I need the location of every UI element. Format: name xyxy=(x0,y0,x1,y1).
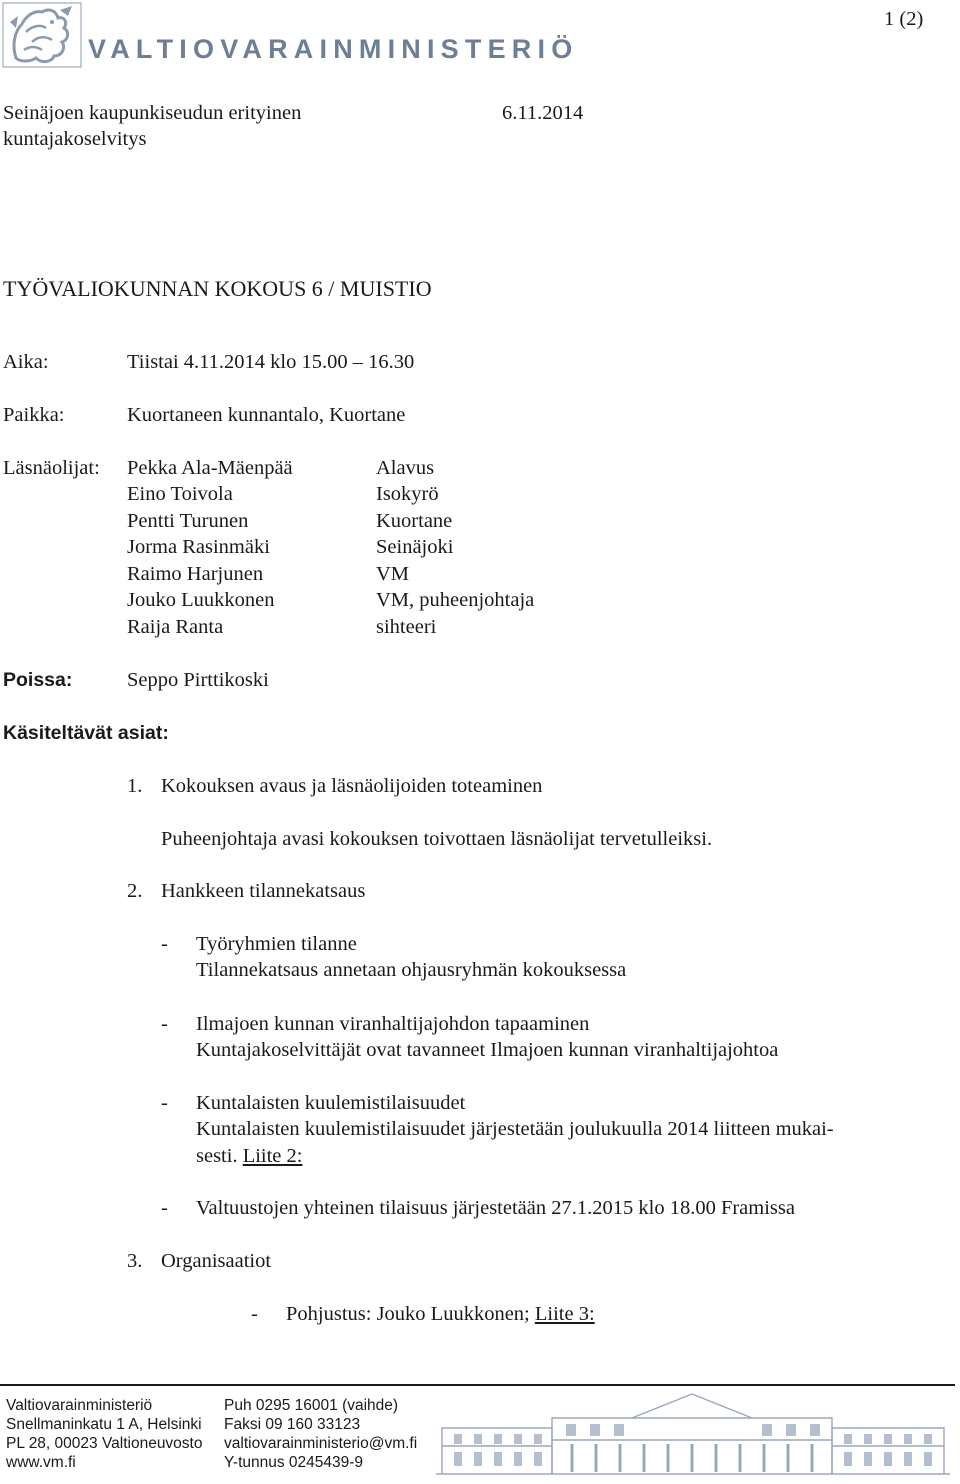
footer-business-id: Y-tunnus 0245439-9 xyxy=(224,1454,364,1471)
footer-phone: Puh 0295 16001 (vaihde) xyxy=(224,1397,399,1414)
absent-label: Poissa: xyxy=(3,669,73,691)
bullet-text: Valtuustojen yhteinen tilaisuus järjestetään 27.1.2015 klo 18.00 Framissa xyxy=(196,1197,795,1219)
attachment-3-link[interactable]: Liite 3: xyxy=(534,1303,595,1325)
bullet-text: Kuntajakoselvittäjät ovat tavanneet Ilmajoen kunnan viranhaltijajohtoa xyxy=(196,1039,779,1061)
attendees-label: Läsnäolijat: xyxy=(3,457,100,479)
bullet-dash: - xyxy=(161,1013,168,1035)
bullet-text: sesti. xyxy=(196,1145,238,1167)
footer-email: valtiovarainministerio@vm.fi xyxy=(224,1435,418,1452)
time-label: Aika: xyxy=(3,351,49,373)
project-name-line1: Seinäjoen kaupunkiseudun erityinen xyxy=(3,102,302,124)
attendee-name: Jorma Rasinmäki xyxy=(127,536,270,558)
attendee-name: Pekka Ala-Mäenpää xyxy=(127,457,293,479)
footer-line: Valtiovarainministeriö xyxy=(6,1397,153,1414)
agenda-item-number: 3. xyxy=(127,1250,143,1272)
bullet-title: Työryhmien tilanne xyxy=(196,933,357,955)
page-number: 1 (2) xyxy=(884,8,924,30)
ministry-wordmark: VALTIOVARAINMINISTERIÖ xyxy=(88,34,579,64)
bullet-dash: - xyxy=(251,1303,258,1325)
footer-website: www.vm.fi xyxy=(6,1454,76,1471)
attendee-name: Pentti Turunen xyxy=(127,510,249,532)
attendee-role: VM, puheenjohtaja xyxy=(376,589,535,611)
bullet-title: Kuntalaisten kuulemistilaisuudet xyxy=(196,1092,466,1114)
bullet-dash: - xyxy=(161,1197,168,1219)
bullet-text: Tilannekatsaus annetaan ohjausryhmän kokouksessa xyxy=(196,959,627,981)
attendee-name: Eino Toivola xyxy=(127,483,233,505)
agenda-item-number: 2. xyxy=(127,880,143,902)
footer-contact xyxy=(224,1396,417,1472)
bullet-dash: - xyxy=(161,933,168,955)
lion-emblem-icon xyxy=(2,2,82,76)
attendee-role: Alavus xyxy=(376,457,435,479)
bullet-text: Kuntalaisten kuulemistilaisuudet järjestetään joulukuulla 2014 liitteen mukai- xyxy=(196,1118,834,1140)
bullet-title: Ilmajoen kunnan viranhaltijajohdon tapaaminen xyxy=(196,1013,590,1035)
agenda-item-title: Organisaatiot xyxy=(161,1250,272,1272)
footer-address xyxy=(6,1396,202,1472)
document-date: 6.11.2014 xyxy=(502,102,584,124)
agenda-item-title: Kokouksen avaus ja läsnäolijoiden toteaminen xyxy=(161,775,543,797)
attendee-role: VM xyxy=(376,563,410,585)
time-value: Tiistai 4.11.2014 klo 15.00 – 16.30 xyxy=(127,351,415,373)
footer-divider xyxy=(0,1384,955,1386)
place-label: Paikka: xyxy=(3,404,65,426)
attendee-role: Seinäjoki xyxy=(376,536,454,558)
agenda-item-title: Hankkeen tilannekatsaus xyxy=(161,880,366,902)
agenda-item-text: Puheenjohtaja avasi kokouksen toivottaen läsnäolijat tervetulleiksi. xyxy=(161,828,713,850)
footer-fax: Faksi 09 160 33123 xyxy=(224,1416,361,1433)
bullet-text: Pohjustus: Jouko Luukkonen; xyxy=(286,1303,530,1325)
attendee-name: Jouko Luukkonen xyxy=(127,589,275,611)
agenda-item-number: 1. xyxy=(127,775,143,797)
attendee-role: Kuortane xyxy=(376,510,453,532)
bullet-dash: - xyxy=(161,1092,168,1114)
attendee-role: Isokyrö xyxy=(376,483,439,505)
footer-line: PL 28, 00023 Valtioneuvosto xyxy=(6,1435,203,1452)
government-building-icon xyxy=(432,1388,954,1484)
document-title: TYÖVALIOKUNNAN KOKOUS 6 / MUISTIO xyxy=(3,276,432,301)
attachment-2-link[interactable]: Liite 2: xyxy=(242,1145,303,1167)
attendee-name: Raija Ranta xyxy=(127,616,224,638)
attendee-name: Raimo Harjunen xyxy=(127,563,264,585)
absent-value: Seppo Pirttikoski xyxy=(127,669,269,691)
project-name-line2: kuntajakoselvitys xyxy=(3,128,147,150)
bullet-text-continued xyxy=(196,1143,302,1170)
attendee-role: sihteeri xyxy=(376,616,437,638)
agenda-label: Käsiteltävät asiat: xyxy=(3,722,169,744)
place-value: Kuortaneen kunnantalo, Kuortane xyxy=(127,404,406,426)
footer-line: Snellmaninkatu 1 A, Helsinki xyxy=(6,1416,202,1433)
bullet-line xyxy=(286,1301,595,1328)
